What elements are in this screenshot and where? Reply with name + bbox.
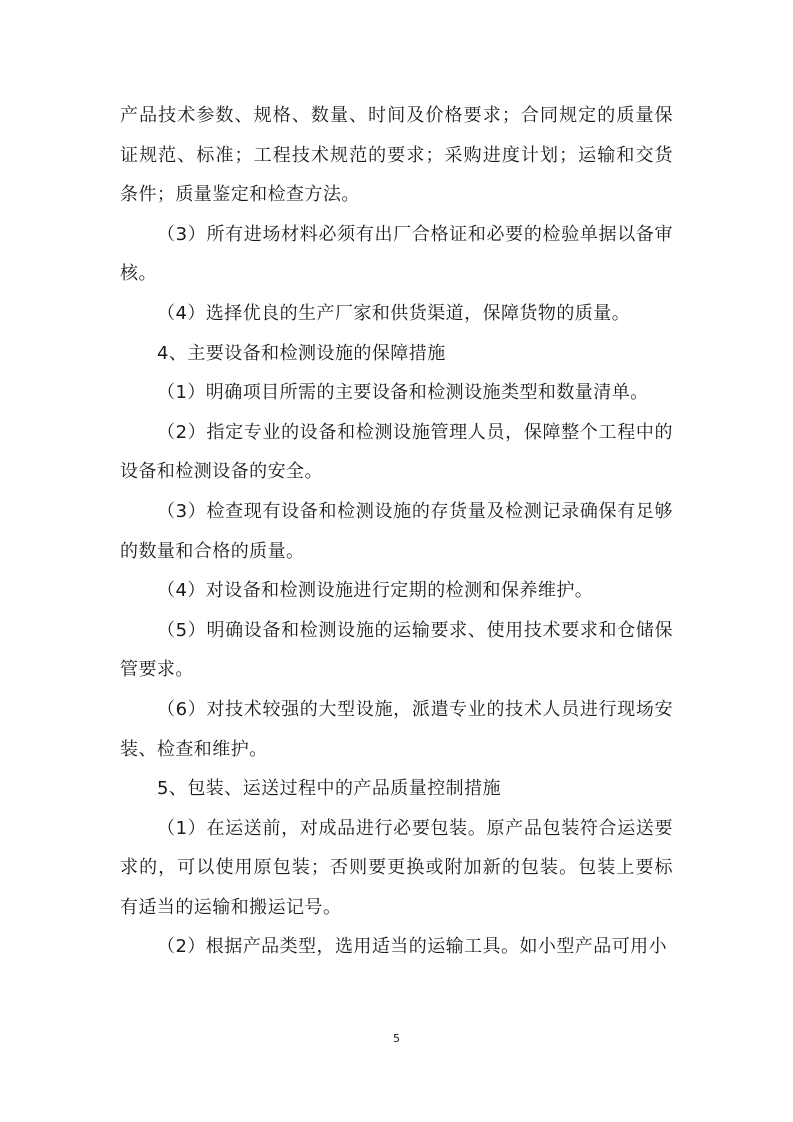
body-text <box>120 96 673 967</box>
paragraph-packaging-1: （1）在运送前，对成品进行必要包装。原产品包装符合运送要求的，可以使用原包装；否则要更换或附加新的包装。包装上要标有适当的运输和搬运记号。 <box>120 817 673 918</box>
paragraph-item-3-certificates: （3）所有进场材料必须有出厂合格证和必要的检验单据以备审核。 <box>120 223 673 285</box>
paragraph-equipment-5: （5）明确设备和检测设施的运输要求、使用技术要求和仓储保管要求。 <box>120 619 673 681</box>
paragraph-equipment-4: （4）对设备和检测设施进行定期的检测和保养维护。 <box>157 580 594 602</box>
page-number: 5 <box>393 1032 400 1045</box>
paragraph-equipment-2: （2）指定专业的设备和检测设施管理人员，保障整个工程中的设备和检测设备的安全。 <box>120 421 673 483</box>
paragraph-equipment-6: （6）对技术较强的大型设施，派遣专业的技术人员进行现场安装、检查和维护。 <box>120 698 673 760</box>
paragraph-packaging-2: （2）根据产品类型，选用适当的运输工具。如小型产品可用小 <box>157 936 668 958</box>
section-heading-5: 5、包装、运送过程中的产品质量控制措施 <box>157 778 502 800</box>
paragraph-equipment-3: （3）检查现有设备和检测设施的存货量及检测记录确保有足够的数量和合格的质量。 <box>120 500 673 562</box>
section-heading-4: 4、主要设备和检测设施的保障措施 <box>157 342 446 364</box>
paragraph-equipment-1: （1）明确项目所需的主要设备和检测设施类型和数量清单。 <box>157 382 649 404</box>
paragraph-item-4-suppliers: （4）选择优良的生产厂家和供货渠道，保障货物的质量。 <box>157 302 631 324</box>
paragraph-continuation: 产品技术参数、规格、数量、时间及价格要求；合同规定的质量保证规范、标准；工程技术规范的要求；采购进度计划；运输和交货条件；质量鉴定和检查方法。 <box>120 105 673 206</box>
